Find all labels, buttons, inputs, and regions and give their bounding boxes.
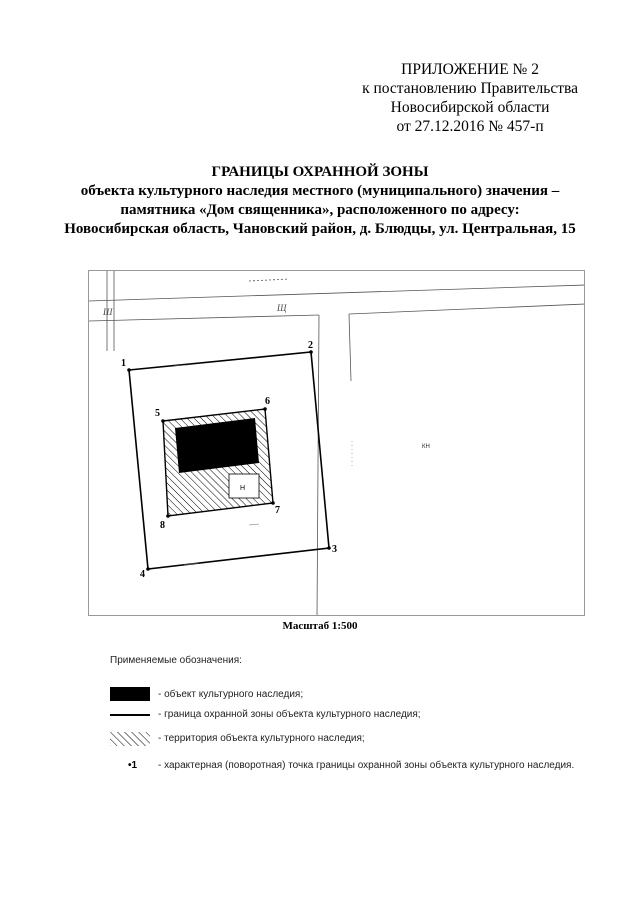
point-label-7: 7 — [275, 505, 280, 516]
legend-item-heritage-object — [110, 687, 610, 705]
hatch-icon — [110, 731, 150, 747]
street-lines — [89, 271, 585, 616]
legend-item-zone-boundary — [110, 707, 610, 725]
title-main: ГРАНИЦЫ ОХРАННОЙ ЗОНЫ — [211, 164, 429, 180]
right-label: КН — [422, 444, 430, 450]
legend-item-territory — [110, 731, 610, 749]
legend-text-boundary: - граница охранной зоны объекта культурного наследия; — [158, 709, 421, 720]
street-label-mid: Щ — [277, 303, 287, 313]
point-label-1: 1 — [121, 358, 126, 369]
point-label-3: 3 — [332, 544, 337, 555]
document-title — [0, 163, 640, 239]
point-label-6: 6 — [265, 396, 270, 407]
point-label-8: 8 — [160, 520, 165, 531]
map-scale: Масштаб 1:500 — [282, 620, 358, 632]
legend-item-point — [110, 758, 610, 776]
point-icon: •1 — [128, 760, 138, 771]
legend-title: Применяемые обозначения: — [110, 655, 242, 666]
street-label-left: Ш — [103, 307, 113, 317]
boundary-map — [89, 271, 585, 616]
point-label-2: 2 — [308, 340, 313, 351]
line-icon — [110, 707, 150, 723]
title-object: объекта культурного наследия местного (муниципального) значения – — [80, 183, 560, 199]
appendix-header — [362, 60, 578, 136]
legend-text-point: - характерная (поворотная) точка границы охранной зоны объекта культурного наследия. — [158, 760, 575, 771]
legend-text-territory: - территория объекта культурного наследия; — [158, 733, 365, 744]
point-label-5: 5 — [155, 408, 160, 419]
map-frame — [88, 270, 585, 616]
appendix-resolution: к постановлению Правительства — [362, 80, 578, 97]
title-address: Новосибирская область, Чановский район, д. Блюдцы, ул. Центральная, 15 — [64, 221, 576, 237]
building-label: Н — [240, 485, 246, 492]
black-square-icon — [110, 687, 150, 701]
appendix-number: ПРИЛОЖЕНИЕ № 2 — [401, 61, 539, 78]
appendix-region: Новосибирской области — [390, 99, 550, 116]
point-label-4: 4 — [140, 569, 145, 580]
title-monument: памятника «Дом священника», расположенного по адресу: — [120, 202, 520, 218]
appendix-date: от 27.12.2016 № 457-п — [396, 118, 544, 135]
legend-text-object: - объект культурного наследия; — [158, 689, 304, 700]
